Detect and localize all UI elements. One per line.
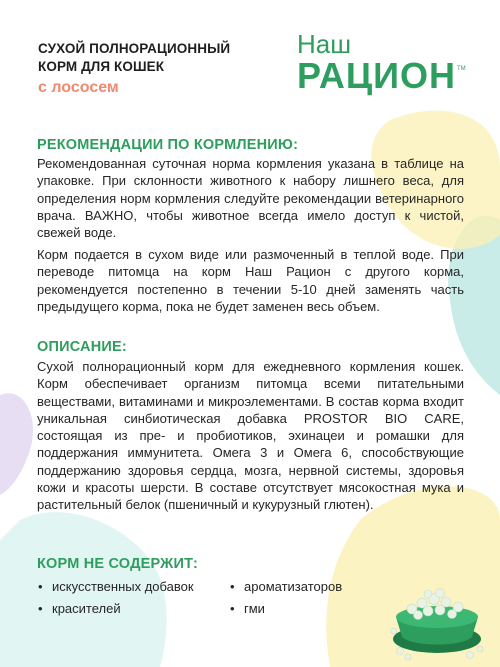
excludes-item: • красителей — [38, 598, 194, 620]
brand-logo — [297, 29, 466, 96]
feeding-paragraph-2: Корм подается в сухом виде или размоченный в теплой воде. При переводе питомца на корм Наш Рацион с другого корма, рекомендуется постепенно в течении 5-10 дней заменять часть предыдущего корма, пока не будет заменен весь объем. — [37, 247, 464, 314]
logo-word-2: РАЦИОН — [297, 55, 457, 96]
excludes-item: • гми — [230, 598, 342, 620]
description-section-title: ОПИСАНИЕ: — [37, 339, 127, 355]
description-paragraph: Сухой полнорационный корм для ежедневного кормления кошек. Корм обеспечивает организм питомца всеми питательными веществами, витаминами и микроэлементами. В состав корма входит уникальная синбиотическая добавка PROSTOR BIO CARE, состоящая из пре- и пробиотиков, эхинацеи и ромашки для поддержания иммунитета. Омега 3 и Омега 6, способствующие поддержанию здоровья сердца, мозга, нервной системы, здоровья кожи и красоты шерсти. В составе отсутствует мясокостная мука и растительный белок (пшеничный и кукурузный глютен). — [37, 359, 464, 513]
excludes-section-title: КОРМ НЕ СОДЕРЖИТ: — [37, 556, 198, 572]
trademark-mark: TM — [457, 66, 466, 72]
product-type-line2: КОРМ ДЛЯ КОШЕК — [38, 59, 165, 74]
excludes-item: • ароматизаторов — [230, 576, 342, 598]
excludes-list-col1 — [38, 576, 194, 620]
feeding-section-title: РЕКОМЕНДАЦИИ ПО КОРМЛЕНИЮ: — [37, 137, 299, 153]
product-header — [38, 40, 268, 99]
food-bowl-illustration — [382, 565, 492, 665]
excludes-item: • искусственных добавок — [38, 576, 194, 598]
lavender-blob-shape — [0, 393, 33, 495]
logo-word-1: Наш — [297, 29, 352, 59]
excludes-list-col2 — [230, 576, 342, 620]
feeding-paragraph-1: Рекомендованная суточная норма кормления указана в таблице на упаковке. При склонности животного к набору лишнего веса, для определения норм кормления следуйте рекомендации ветеринарного врача. ВАЖНО, чтобы животное всегда имело доступ к чистой, свежей воде. — [37, 156, 464, 241]
flavor-label: с лососем — [38, 79, 119, 96]
product-type-line1: СУХОЙ ПОЛНОРАЦИОННЫЙ — [38, 41, 231, 56]
